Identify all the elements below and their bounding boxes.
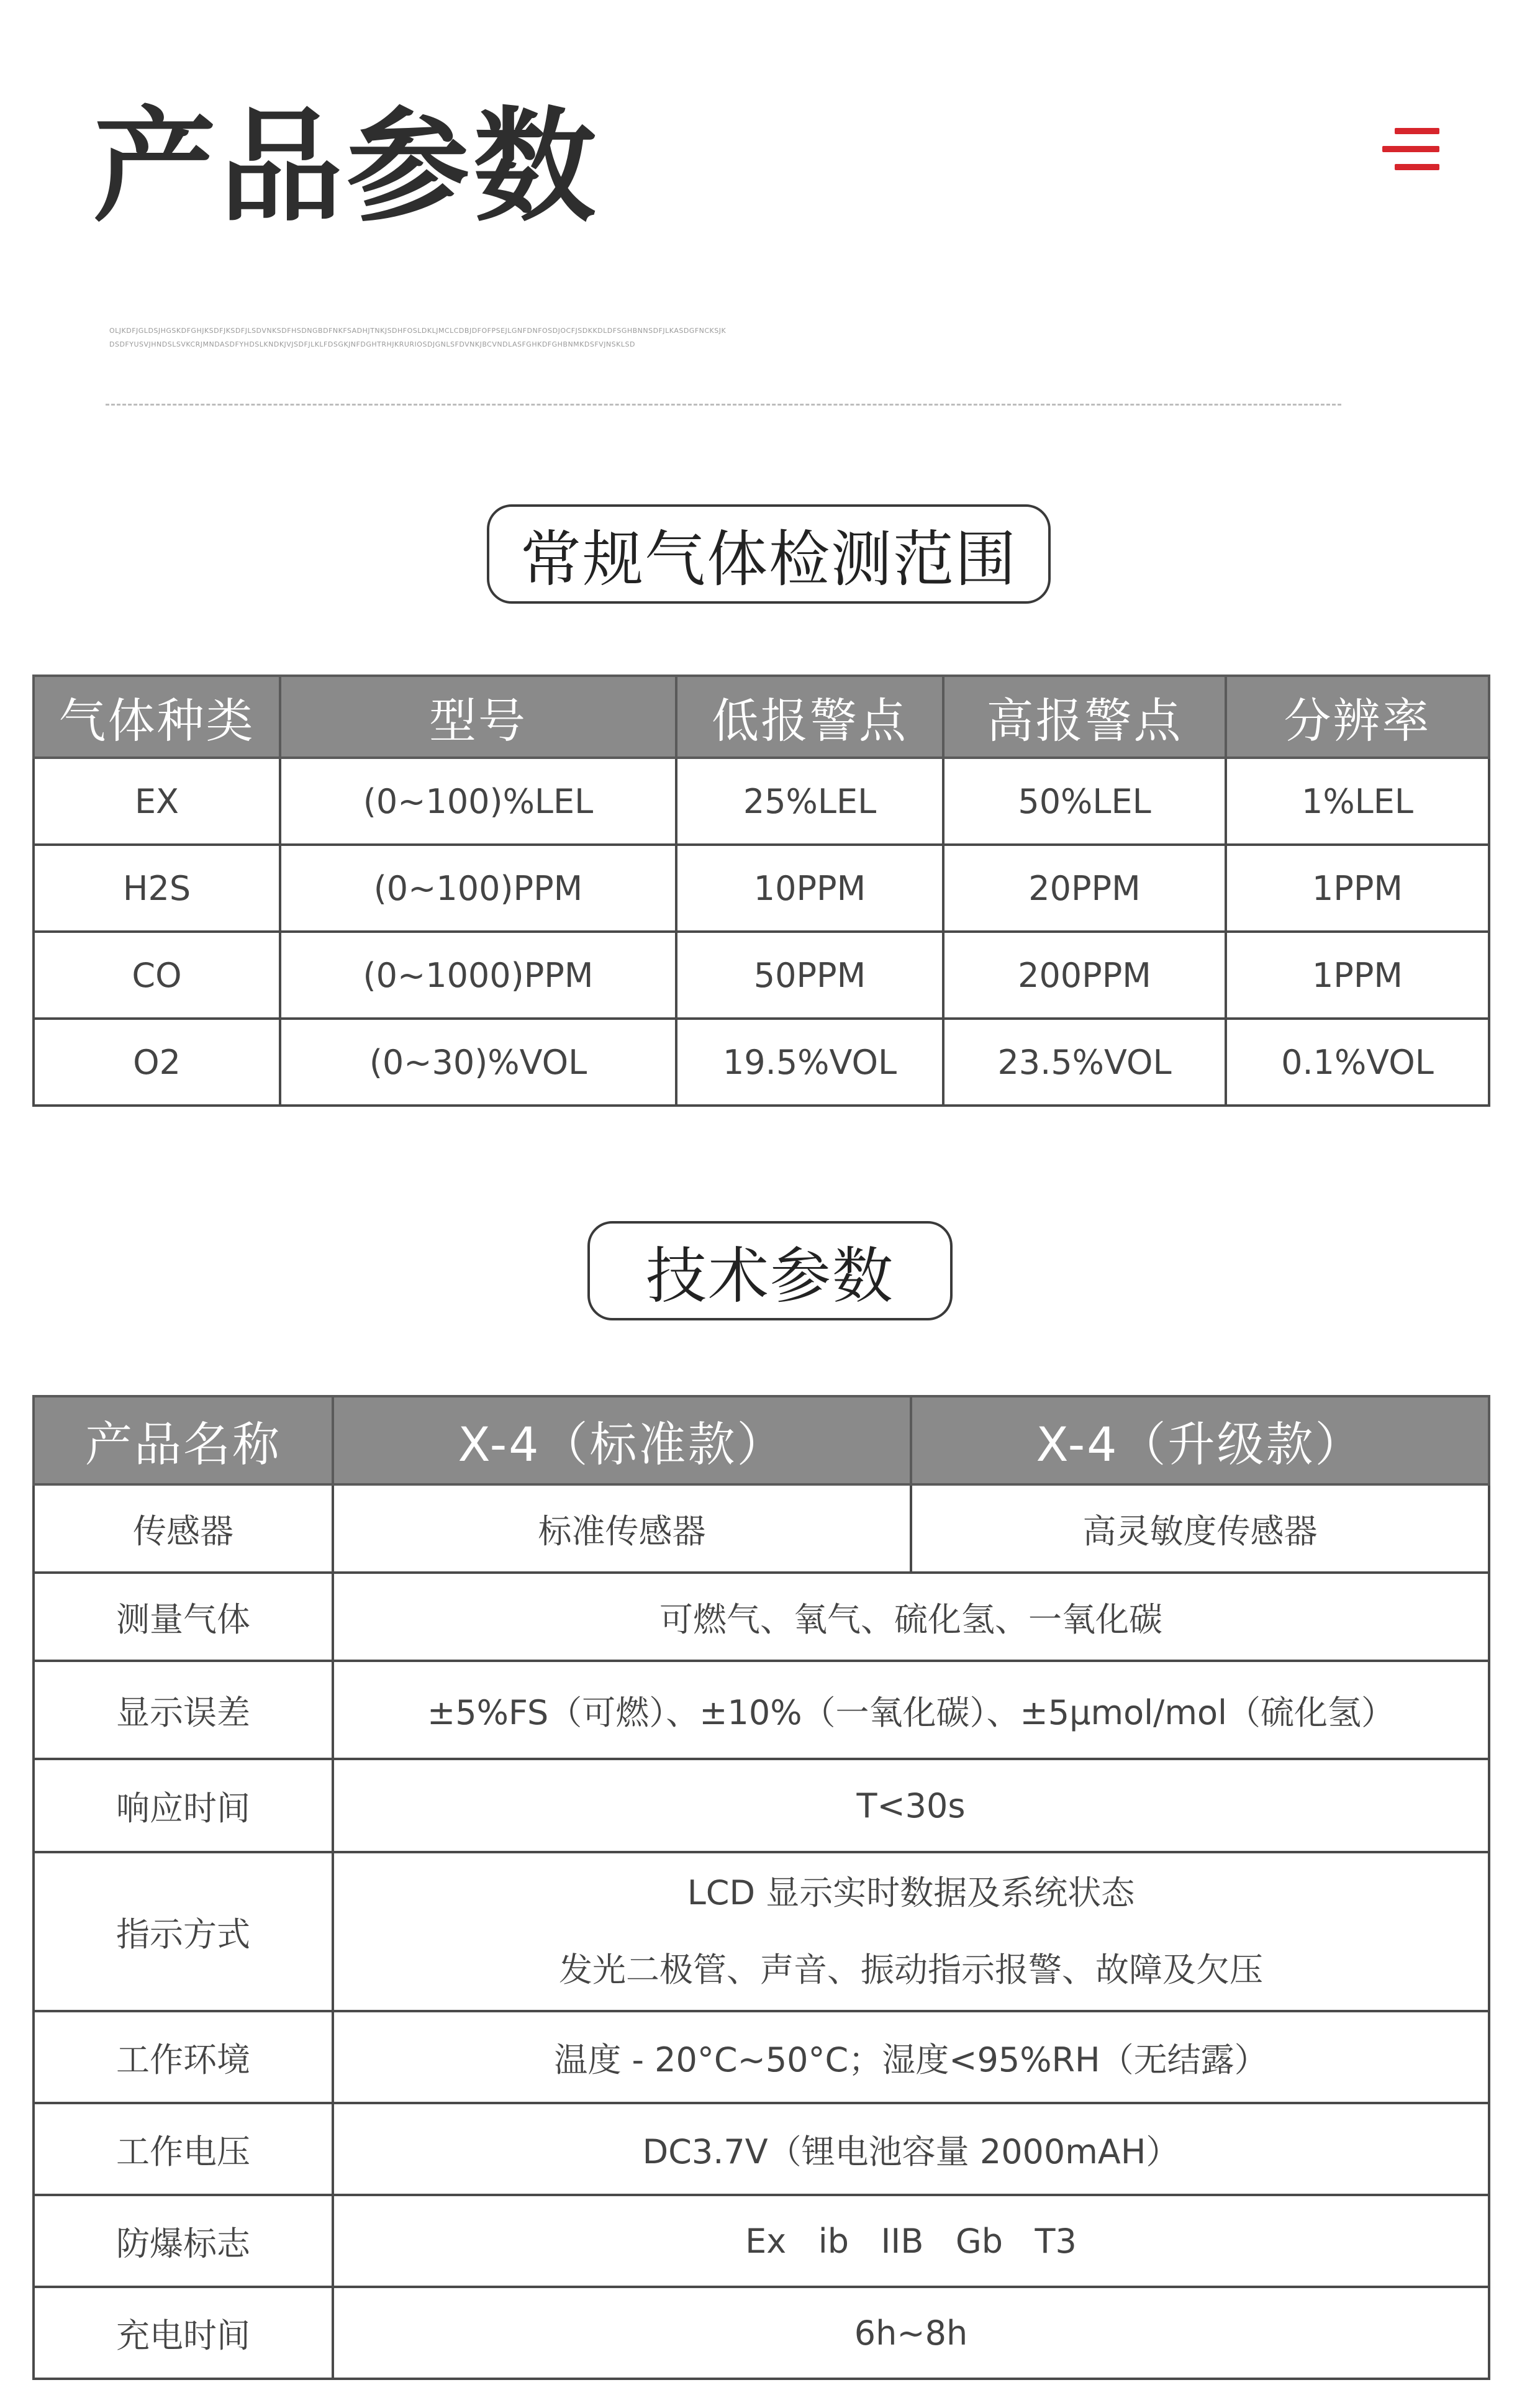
table-cell: (0~100)PPM xyxy=(280,845,676,932)
row-label: 指示方式 xyxy=(34,1852,333,2011)
table-cell: H2S xyxy=(34,845,280,932)
table-row xyxy=(34,2103,1489,2195)
column-header: 气体种类 xyxy=(34,676,280,758)
dashed-divider xyxy=(106,404,1341,406)
gas-section-title: 常规气体检测范围 xyxy=(487,504,1051,604)
table-cell: (0~30)%VOL xyxy=(280,1019,676,1106)
table-row xyxy=(34,758,1489,845)
table-cell: ±5%FS（可燃）、±10%（一氧化碳）、±5μmol/mol（硫化氢） xyxy=(333,1661,1489,1759)
table-row xyxy=(34,2195,1489,2287)
table-cell: EX xyxy=(34,758,280,845)
table-cell xyxy=(333,1852,1489,2011)
table-cell: 温度 - 20°C~50°C；湿度<95%RH（无结露） xyxy=(333,2011,1489,2103)
row-label: 传感器 xyxy=(34,1484,333,1573)
menu-icon[interactable] xyxy=(1382,128,1439,170)
table-row xyxy=(34,1019,1489,1106)
table-cell: 10PPM xyxy=(676,845,943,932)
table-cell: (0~1000)PPM xyxy=(280,932,676,1019)
row-label: 防爆标志 xyxy=(34,2195,333,2287)
table-row xyxy=(34,1759,1489,1852)
indicator-line-1: LCD 显示实时数据及系统状态 xyxy=(687,1873,1135,1912)
table-row xyxy=(34,2011,1489,2103)
gas-range-table xyxy=(32,675,1490,1107)
column-header: 低报警点 xyxy=(676,676,943,758)
table-row xyxy=(34,2287,1489,2379)
row-label: 充电时间 xyxy=(34,2287,333,2379)
table-cell: 1PPM xyxy=(1226,845,1489,932)
table-row xyxy=(34,845,1489,932)
table-cell: O2 xyxy=(34,1019,280,1106)
table-cell: 1%LEL xyxy=(1226,758,1489,845)
table-row xyxy=(34,1484,1489,1573)
table-cell: 19.5%VOL xyxy=(676,1019,943,1106)
table-row xyxy=(34,1661,1489,1759)
table-cell: 标准传感器 xyxy=(333,1484,911,1573)
page-title: 产品参数 xyxy=(93,95,600,238)
table-cell: 6h~8h xyxy=(333,2287,1489,2379)
column-header: 分辨率 xyxy=(1226,676,1489,758)
row-label: 响应时间 xyxy=(34,1759,333,1852)
table-header-row xyxy=(34,676,1489,758)
table-cell: 25%LEL xyxy=(676,758,943,845)
column-header: 型号 xyxy=(280,676,676,758)
table-cell: 20PPM xyxy=(943,845,1226,932)
column-header: X-4（标准款） xyxy=(333,1396,911,1484)
spec-table xyxy=(32,1395,1490,2380)
spec-section-title: 技术参数 xyxy=(587,1221,953,1320)
table-row xyxy=(34,1573,1489,1661)
table-cell: 23.5%VOL xyxy=(943,1019,1226,1106)
table-cell: Ex ib IIB Gb T3 xyxy=(333,2195,1489,2287)
row-label: 测量气体 xyxy=(34,1573,333,1661)
table-cell: (0~100)%LEL xyxy=(280,758,676,845)
column-header: 高报警点 xyxy=(943,676,1226,758)
table-cell: DC3.7V（锂电池容量 2000mAH） xyxy=(333,2103,1489,2195)
table-row xyxy=(34,1852,1489,2011)
table-cell: 1PPM xyxy=(1226,932,1489,1019)
table-header-row xyxy=(34,1396,1489,1484)
table-cell: 200PPM xyxy=(943,932,1226,1019)
row-label: 工作环境 xyxy=(34,2011,333,2103)
column-header: 产品名称 xyxy=(34,1396,333,1484)
table-cell: T<30s xyxy=(333,1759,1489,1852)
row-label: 显示误差 xyxy=(34,1661,333,1759)
table-cell: 高灵敏度传感器 xyxy=(911,1484,1489,1573)
table-row xyxy=(34,932,1489,1019)
table-cell: 0.1%VOL xyxy=(1226,1019,1489,1106)
table-cell: CO xyxy=(34,932,280,1019)
table-cell: 50%LEL xyxy=(943,758,1226,845)
table-cell: 可燃气、氧气、硫化氢、一氧化碳 xyxy=(333,1573,1489,1661)
column-header: X-4（升级款） xyxy=(911,1396,1489,1484)
indicator-line-2: 发光二极管、声音、振动指示报警、故障及欠压 xyxy=(559,1950,1263,1989)
table-cell: 50PPM xyxy=(676,932,943,1019)
decorative-fine-print: OLJKDFJGLDSJHGSKDFGHJKSDFJKSDFJLSDVNKSDFHSDNGBDFNKFSADHJTNKJSDHFOSLDKLJMCLCDBJDFOFPSEJLGNFDNFOSDJOCFJSDKKDLDFSGHBNNSDFJLKASDGFNCKSJKDSDFYUSVJHNDSLSVKCRJMNDASDFYHDSLKNDKJVJSDFJLKLFDSGKJNFDGHTRHJKRURIOSDJGNLSFDVNKJBCVNDLASFGHKDFGHBNMKDSFVJNSKLSD xyxy=(109,327,727,348)
row-label: 工作电压 xyxy=(34,2103,333,2195)
